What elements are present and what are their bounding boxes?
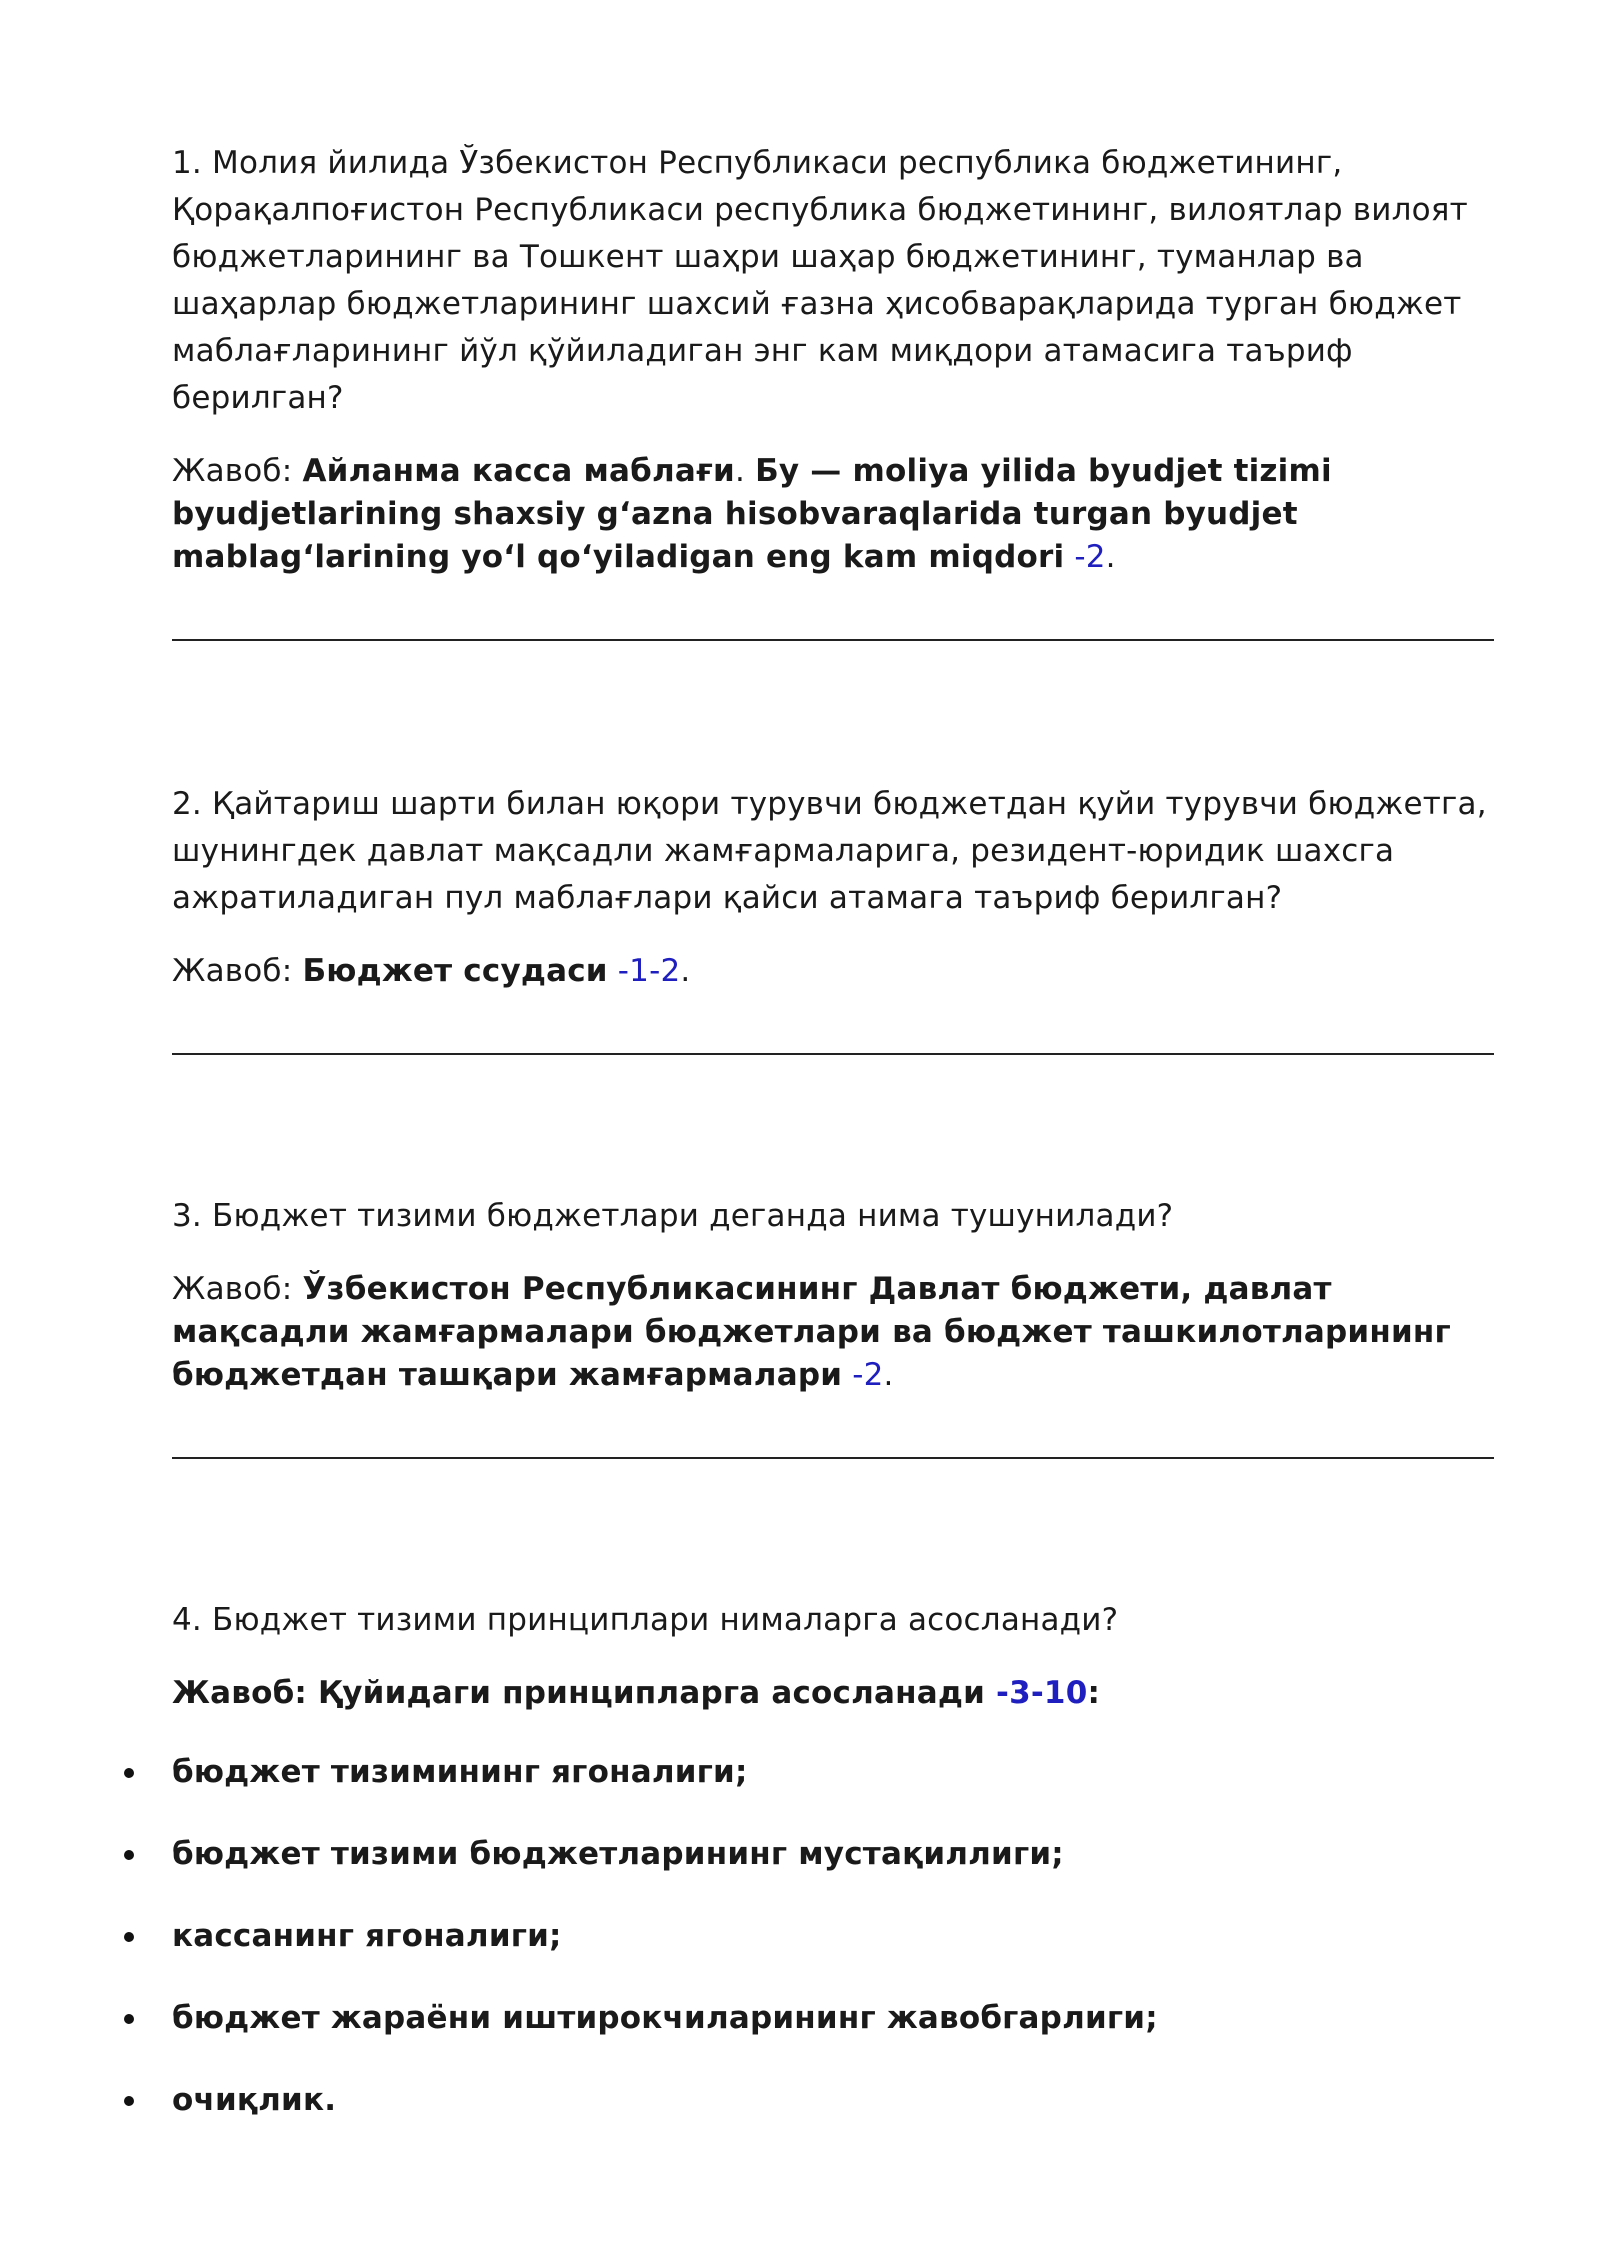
question-block-4 bbox=[172, 1597, 1494, 2122]
list-item bbox=[172, 1915, 1494, 1958]
list-item-text: очиқлик. bbox=[172, 2082, 337, 2118]
answer-text bbox=[172, 950, 1494, 993]
answer-end: . bbox=[883, 1357, 894, 1393]
list-item bbox=[172, 2079, 1494, 2122]
answer-term: Айланма касса маблағи bbox=[302, 453, 735, 489]
answer-definition: Бу — moliya yilida byudjet tizimi byudjetlarining shaxsiy g‘azna hisobvaraqlarida turgan byudjet mablag‘larining yo‘l qo‘yiladigan eng kam miqdori bbox=[172, 453, 1332, 575]
divider bbox=[172, 1053, 1494, 1055]
question-block-2 bbox=[172, 781, 1494, 993]
answer-end: . bbox=[1105, 539, 1116, 575]
answer-text bbox=[172, 1672, 1494, 1715]
bullet-icon bbox=[124, 2014, 134, 2024]
answer-label: Жавоб: bbox=[172, 953, 303, 989]
bullet-icon bbox=[124, 1850, 134, 1860]
answer-reference: -3-10 bbox=[985, 1675, 1088, 1711]
question-text: 1. Молия йилида Ўзбекистон Республикаси республика бюджетининг, Қорақалпоғистон Республикаси республика бюджетининг, вилоятлар вилоят бюджетларининг ва Тошкент шаҳри шаҳар бюджетининг, туманлар ва шаҳарлар бюджетларининг шахсий ғазна ҳисобварақларида турган бюджет маблағларининг йўл қўйиладиган энг кам миқдори атамасига таъриф берилган? bbox=[172, 145, 1468, 416]
bullet-icon bbox=[124, 1768, 134, 1778]
document-page bbox=[172, 140, 1494, 2161]
answer-end: . bbox=[680, 953, 691, 989]
answer-text bbox=[172, 450, 1494, 579]
list-item bbox=[172, 1997, 1494, 2040]
bullet-icon bbox=[124, 2096, 134, 2106]
answer-term: Бюджет ссудаси bbox=[302, 953, 608, 989]
answer-intro: Жавоб: Қуйидаги принципларга асосланади bbox=[172, 1675, 986, 1711]
list-item-text: бюджет тизими бюджетларининг мустақиллиги; bbox=[172, 1836, 1064, 1872]
list-item-text: кассанинг ягоналиги; bbox=[172, 1918, 562, 1954]
question-text: 2. Қайтариш шарти билан юқори турувчи бюджетдан қуйи турувчи бюджетга, шунингдек давлат мақсадли жамғармаларига, резидент-юридик шахсга ажратиладиган пул маблағлари қайси атамага таъриф берилган? bbox=[172, 786, 1487, 916]
question-block-3 bbox=[172, 1193, 1494, 1397]
question-block-1 bbox=[172, 140, 1494, 579]
answer-text bbox=[172, 1268, 1494, 1397]
list-item bbox=[172, 1751, 1494, 1794]
question-text: 3. Бюджет тизими бюджетлари деганда нима тушунилади? bbox=[172, 1198, 1174, 1234]
principles-list bbox=[172, 1751, 1494, 2122]
answer-term: Ўзбекистон Республикасининг Давлат бюджети, давлат мақсадли жамғармалари бюджетлари ва бюджет ташкилотларининг бюджетдан ташқари жамғармалари bbox=[172, 1271, 1451, 1393]
bullet-icon bbox=[124, 1932, 134, 1942]
divider bbox=[172, 1457, 1494, 1459]
answer-reference: -1-2 bbox=[607, 953, 681, 989]
question-text: 4. Бюджет тизими принциплари нималарга асосланади? bbox=[172, 1602, 1119, 1638]
list-item bbox=[172, 1833, 1494, 1876]
answer-label: Жавоб: bbox=[172, 1271, 303, 1307]
answer-reference: -2 bbox=[1064, 539, 1106, 575]
list-item-text: бюджет жараёни иштирокчиларининг жавобгарлиги; bbox=[172, 2000, 1158, 2036]
answer-end: : bbox=[1087, 1675, 1101, 1711]
answer-reference: -2 bbox=[842, 1357, 884, 1393]
answer-label: Жавоб: bbox=[172, 453, 303, 489]
answer-separator: . bbox=[734, 453, 756, 489]
divider bbox=[172, 639, 1494, 641]
list-item-text: бюджет тизимининг ягоналиги; bbox=[172, 1754, 748, 1790]
